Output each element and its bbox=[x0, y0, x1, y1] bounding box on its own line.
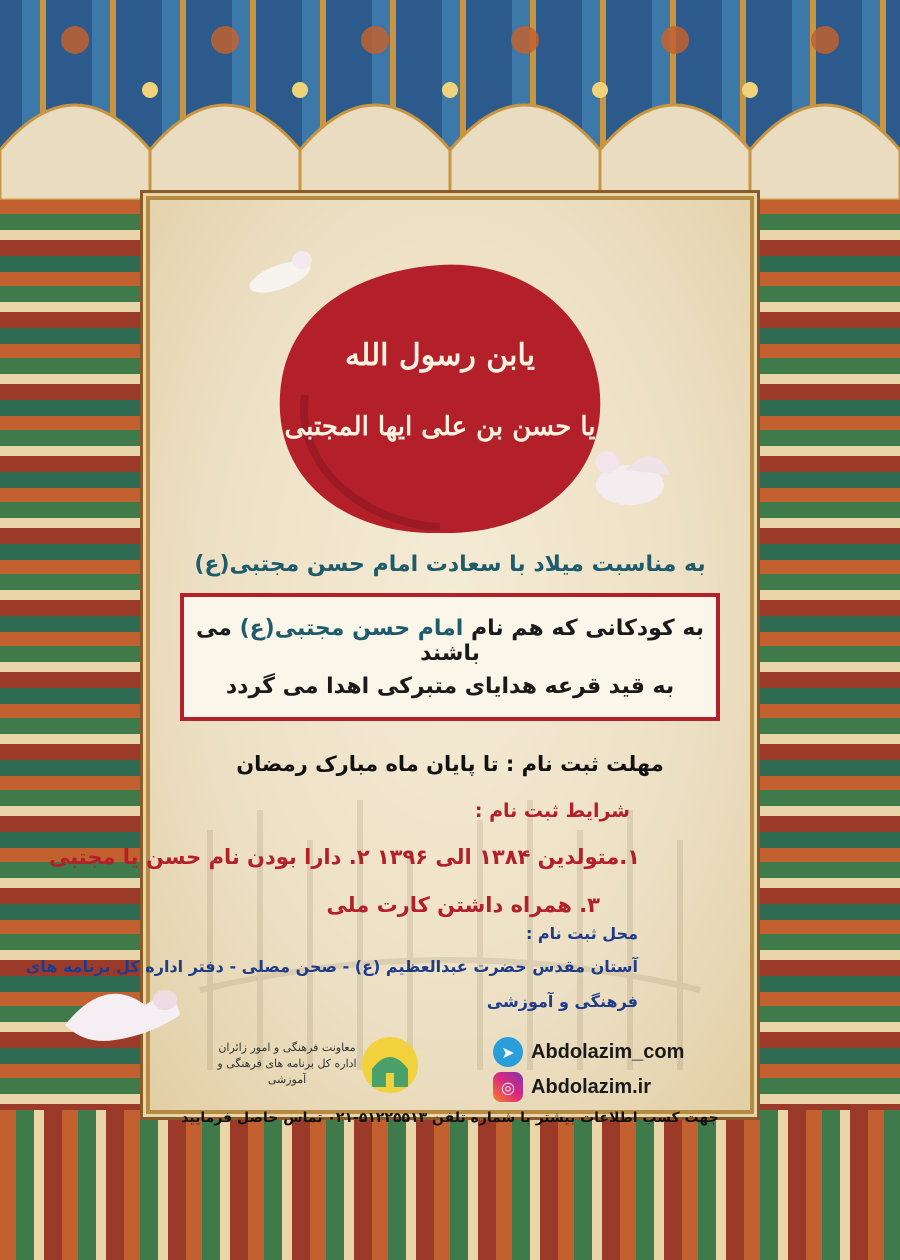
dove-icon bbox=[585, 440, 675, 520]
department-signature bbox=[212, 1040, 362, 1088]
shrine-logo-icon bbox=[358, 1035, 422, 1099]
conditions-line1: ۱.متولدین ۱۳۸۴ الی ۱۳۹۶ ۲. دارا بودن نام حسن یا مجتبی bbox=[48, 845, 640, 869]
registration-deadline: مهلت ثبت نام : تا پایان ماه مبارک رمضان bbox=[236, 752, 664, 776]
top-arches-ornament bbox=[0, 0, 900, 200]
telegram-icon: ➤ bbox=[493, 1037, 523, 1067]
conditions-title: شرایط ثبت نام : bbox=[474, 800, 630, 822]
location-line2: فرهنگی و آموزشی bbox=[486, 992, 638, 1011]
conditions-line2: ۳. همراه داشتن کارت ملی bbox=[326, 893, 600, 917]
seal-calligraphy-line1: یابن رسول الله bbox=[345, 338, 535, 373]
telegram-link[interactable] bbox=[493, 1037, 684, 1067]
instagram-link[interactable] bbox=[493, 1072, 651, 1102]
dove-icon bbox=[240, 242, 320, 302]
location-title: محل ثبت نام : bbox=[525, 924, 638, 943]
notice-line1-pre: به کودکانی که هم نام bbox=[463, 615, 704, 641]
notice-line1-highlight: امام حسن مجتبی(ع) bbox=[239, 615, 464, 641]
right-floral-border bbox=[750, 200, 900, 1260]
left-floral-border bbox=[0, 200, 150, 1260]
bottom-floral-border bbox=[0, 1110, 900, 1260]
notice-line2: به قید قرعه هدایای متبرکی اهدا می گردد bbox=[225, 673, 675, 699]
notice-line1 bbox=[184, 616, 716, 666]
notice-box bbox=[180, 593, 720, 721]
instagram-icon: ◎ bbox=[493, 1072, 523, 1102]
notice-line1-post: می باشند bbox=[196, 615, 480, 666]
seal-calligraphy-line2: یا حسن بن علی ایها المجتبی bbox=[284, 412, 596, 442]
contact-footer: جهت کسب اطلاعات بیشتر با شماره تلفن ۵۱۲۲۵۵۱۳-۰۲۱ تماس حاصل فرمایید bbox=[181, 1110, 719, 1126]
dove-icon bbox=[55, 965, 185, 1055]
location-line1: آستان مقدس حضرت عبدالعظیم (ع) - صحن مصلی - دفتر اداره کل برنامه های bbox=[25, 957, 638, 976]
telegram-handle: Abdolazim_com bbox=[531, 1040, 685, 1063]
instagram-handle: Abdolazim.ir bbox=[531, 1075, 652, 1098]
department-line1: معاونت فرهنگی و امور زائران bbox=[218, 1041, 356, 1054]
department-line2: اداره کل برنامه های فرهنگی و آموزشی bbox=[217, 1057, 357, 1086]
occasion-subtitle: به مناسبت میلاد با سعادت امام حسن مجتبی(ع) bbox=[194, 552, 706, 577]
